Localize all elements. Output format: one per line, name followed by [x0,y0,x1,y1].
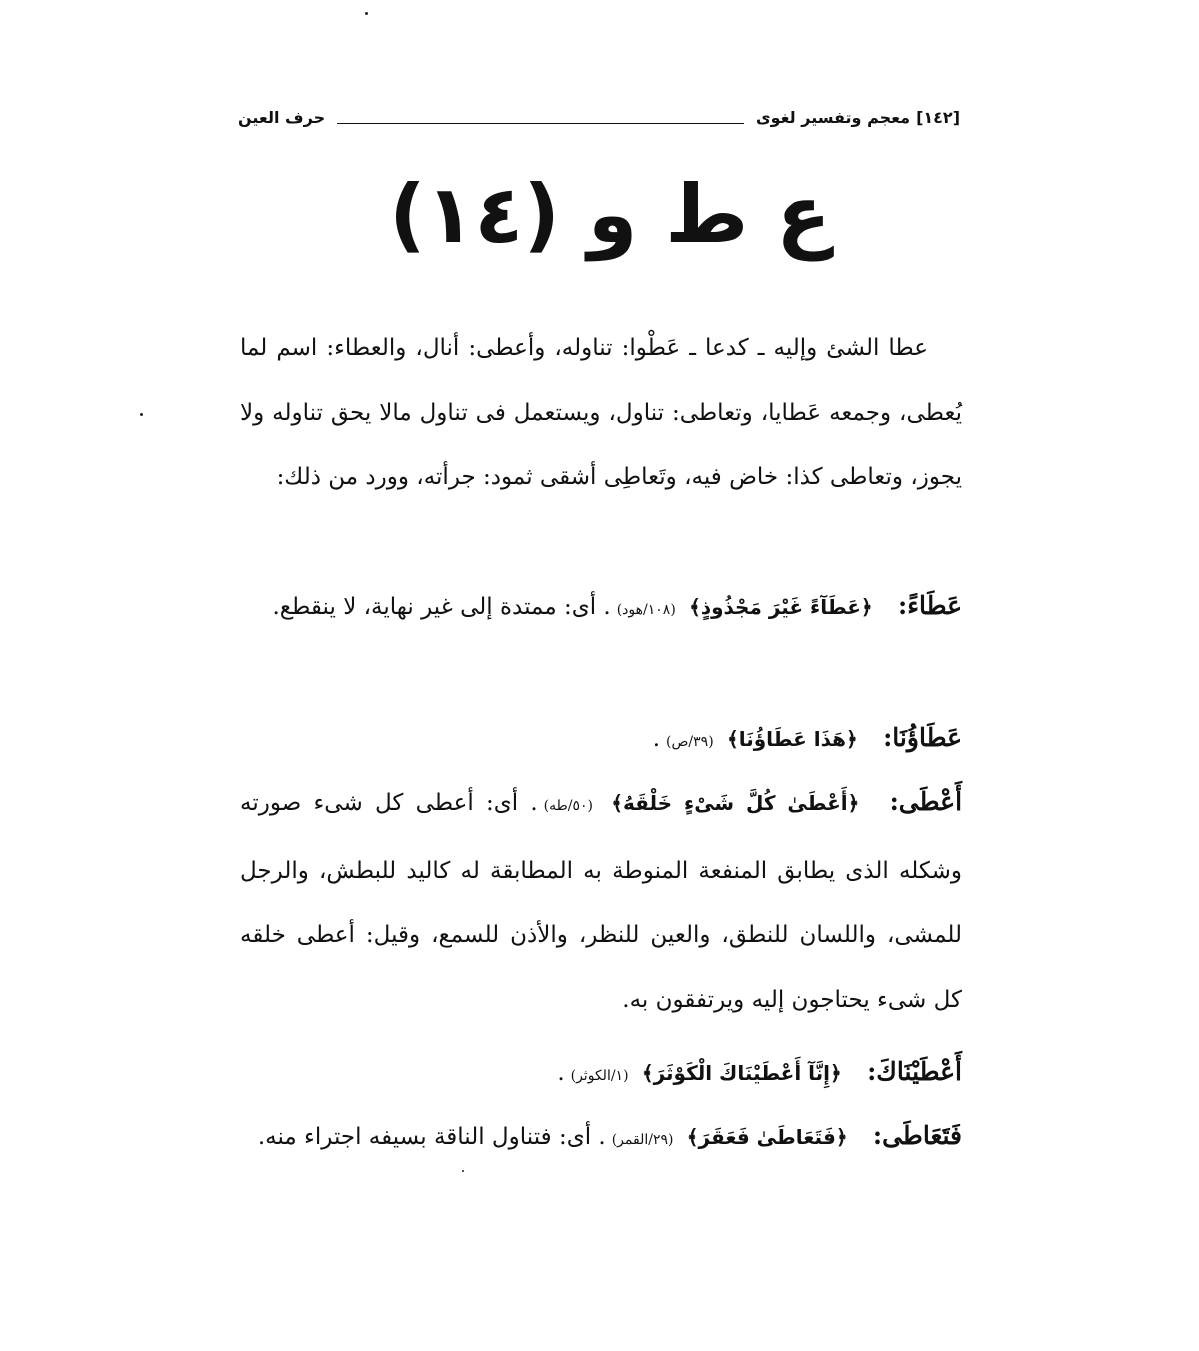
intro-line: فى تناول مالا يحق تناوله ولا يجوز، وتعاطى كذا: خاض فيه، [240,399,962,490]
entry-aata [240,770,962,1032]
intro-line: والعطاء: اسم لما يُعطى، وجمعه عَطايا، وتعاطى: تناول، ويستعمل [240,335,962,426]
intro-line: عطا الشئ وإليه ـ كدعا ـ عَطْوا: تناوله، وأعطى: أنال، [415,335,929,361]
page-number: [١٤٢] [916,107,960,127]
entry-fataata [240,1104,962,1173]
entry-text: . أى: أعطى كل شىء صورته وشكله الذى يطابق المنفعة المنوطة به المطابقة له كاليد للبطش، والرجل للمشى، واللسان للنطق، والعين للنظر، والأذن للسمع، وقيل: أعطى خلقه كل شىء يحتاجون إليه ويرتفقون به. [240,790,962,1013]
verse-reference: (٥٠/طه) [543,798,594,814]
entry-text: . [652,726,661,752]
intro-paragraph [240,316,962,510]
entry-text: . أى: ممتدة إلى غير نهاية، لا ينقطع. [272,594,611,620]
quran-quote: ﴿أَعْطَىٰ كُلَّ شَىْءٍ خَلْقَهُ﴾ [611,791,860,815]
entry-ataauna [240,706,962,775]
section-name: حرف العين [238,107,326,127]
intro-line: وتَعاطِى أشقى ثمود: جرأته، وورد من ذلك: [276,464,677,490]
verse-reference: (١/الكوثر) [570,1068,629,1084]
quran-quote: ﴿هَذَا عَطَاؤُنَا﴾ [726,727,858,751]
scan-speck [140,413,143,416]
verse-reference: (٣٩/ص) [666,734,714,750]
root-heading: ع ط و (١٤) [389,168,831,261]
running-header [238,104,960,130]
quran-quote: ﴿عَطَآءً غَيْرَ مَجْذُوذٍ﴾ [689,595,873,619]
quran-quote: ﴿فَتَعَاطَىٰ فَعَقَرَ﴾ [686,1125,848,1149]
book-title: معجم وتفسير لغوى [755,107,911,127]
entry-text: . أى: فتناول الناقة بسيفه اجتراء منه. [257,1124,606,1150]
entry-ataa [240,574,962,643]
entry-headword: فَتَعَاطَى: [872,1121,962,1150]
verse-reference: (١٠٨/هود) [616,602,676,618]
entry-aatainaka [240,1040,962,1109]
scan-speck [365,12,368,15]
entry-headword: أَعْطَى: [889,787,963,816]
entry-text: . [557,1060,565,1086]
entry-headword: أَعْطَيْنَاكَ: [867,1057,962,1086]
entry-headword: عَطَاؤُنَا: [883,723,962,752]
scan-speck [462,1170,464,1172]
quran-quote: ﴿إِنَّآ أَعْطَيْنَاكَ الْكَوْثَرَ﴾ [641,1061,842,1085]
header-rule [337,123,744,124]
entry-headword: عَطَاءً: [897,591,962,620]
verse-reference: (٢٩/القمر) [611,1132,674,1148]
